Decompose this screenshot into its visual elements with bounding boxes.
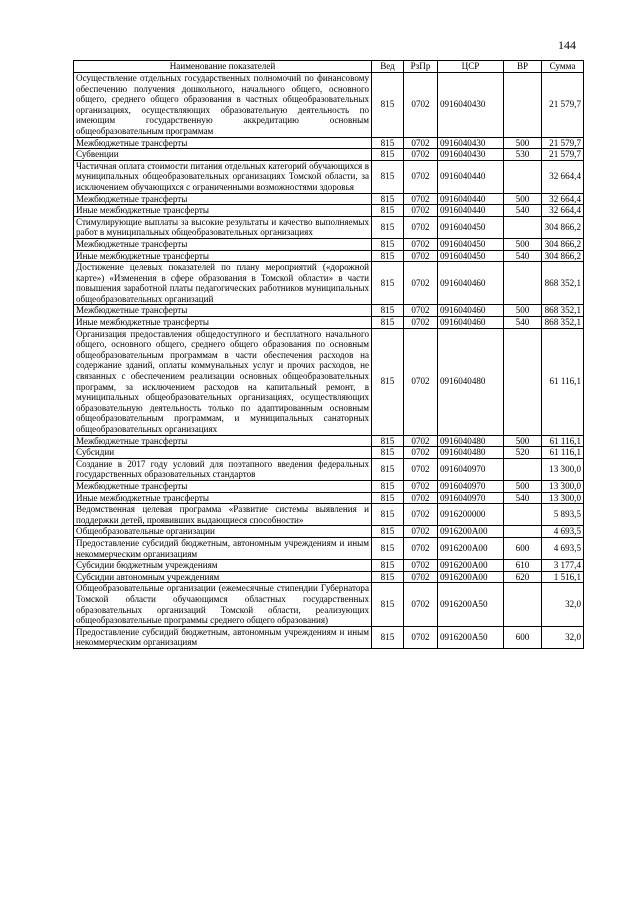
row-sum: 32 664,4 [542,160,584,193]
row-ved: 815 [372,73,404,138]
row-csr: 0916040440 [438,160,504,193]
row-rzpr: 0702 [404,504,438,526]
table-row [74,216,584,238]
row-ved: 815 [372,238,404,250]
row-csr: 0916200A00 [438,560,504,572]
row-rzpr: 0702 [404,626,438,648]
row-name: Субсидии автономным учреждениям [74,571,372,583]
row-csr: 0916040460 [438,317,504,329]
row-sum: 1 516,1 [542,571,584,583]
row-sum: 13 300,0 [542,480,584,492]
row-vr [504,458,542,480]
row-name: Организация предоставления общедоступного и бесплатного начального общего, основного общего, среднего общего образования по основным общеобразовательным программам в части обеспечения расходов на содержание зданий, оплаты коммунальных услуг и прочих расходов, не связанных с обеспечением реализации основных общеобразовательных программ, за исключением расходов на капитальный ремонт, в муниципальных общеобразовательных организациях, осуществляющих образовательную деятельность только по адаптированным основным общеобразовательным программам, и муниципальных санаторных общеобразовательных организациях [74,328,372,435]
row-name: Межбюджетные трансферты [74,137,372,149]
row-vr: 500 [504,305,542,317]
row-sum: 61 116,1 [542,435,584,447]
row-name: Субсидии [74,447,372,459]
row-ved: 815 [372,262,404,305]
row-vr [504,504,542,526]
header-ved: Вед [372,61,404,73]
page-number: 144 [558,38,576,52]
row-sum: 304 866,2 [542,238,584,250]
row-csr: 0916040450 [438,216,504,238]
row-rzpr: 0702 [404,205,438,217]
row-csr: 0916200A50 [438,583,504,626]
row-sum: 4 693,5 [542,537,584,559]
row-rzpr: 0702 [404,537,438,559]
row-csr: 0916040440 [438,193,504,205]
row-name: Ведомственная целевая программа «Развитие системы выявления и поддержки детей, проявивших выдающиеся способности» [74,504,372,526]
row-vr: 620 [504,571,542,583]
row-vr: 600 [504,626,542,648]
row-rzpr: 0702 [404,216,438,238]
row-name: Субвенции [74,149,372,161]
row-name: Стимулирующие выплаты за высокие результаты и качество выполняемых работ в муниципальных общеобразовательных организациях [74,216,372,238]
row-csr: 0916040430 [438,73,504,138]
table-row [74,238,584,250]
row-csr: 0916040430 [438,149,504,161]
row-name: Межбюджетные трансферты [74,480,372,492]
row-ved: 815 [372,250,404,262]
row-ved: 815 [372,537,404,559]
row-sum: 21 579,7 [542,137,584,149]
row-vr: 500 [504,137,542,149]
row-name: Общеобразовательные организации [74,526,372,538]
row-csr: 0916040480 [438,447,504,459]
row-ved: 815 [372,160,404,193]
row-ved: 815 [372,571,404,583]
row-sum: 61 116,1 [542,328,584,435]
row-ved: 815 [372,447,404,459]
row-name: Частичная оплата стоимости питания отдельных категорий обучающихся в муниципальных общеобразовательных организациях Томской области, за исключением обучающихся с ограниченными возможностями здоровья [74,160,372,193]
row-ved: 815 [372,492,404,504]
row-vr [504,262,542,305]
table-row [74,626,584,648]
table-row [74,504,584,526]
row-csr: 0916040970 [438,458,504,480]
row-name: Осуществление отдельных государственных полномочий по финансовому обеспечению получения дошкольного, начального общего, основного общего, среднего общего образования в частных общеобразовательных организациях, осуществляющих образовательную деятельность по имеющим государственную аккредитацию основным общеобразовательным программам [74,73,372,138]
table-header-row [74,61,584,73]
row-rzpr: 0702 [404,305,438,317]
row-csr: 0916200A00 [438,537,504,559]
row-csr: 0916200A00 [438,526,504,538]
row-rzpr: 0702 [404,317,438,329]
row-ved: 815 [372,149,404,161]
row-name: Межбюджетные трансферты [74,193,372,205]
row-sum: 868 352,1 [542,305,584,317]
table-row [74,137,584,149]
row-sum: 32,0 [542,583,584,626]
row-sum: 304 866,2 [542,216,584,238]
row-sum: 32 664,4 [542,193,584,205]
row-csr: 0916040450 [438,238,504,250]
header-rzpr: РзПр [404,61,438,73]
table-row [74,447,584,459]
header-name: Наименование показателей [74,61,372,73]
table-row [74,317,584,329]
row-ved: 815 [372,504,404,526]
row-name: Создание в 2017 году условий для поэтапного введения федеральных государственных образовательных стандартов [74,458,372,480]
row-name: Иные межбюджетные трансферты [74,250,372,262]
row-rzpr: 0702 [404,435,438,447]
row-rzpr: 0702 [404,328,438,435]
row-csr: 0916040450 [438,250,504,262]
table-row [74,205,584,217]
row-csr: 0916040480 [438,328,504,435]
table-row [74,328,584,435]
row-vr [504,216,542,238]
row-sum: 32,0 [542,626,584,648]
row-vr: 500 [504,238,542,250]
row-rzpr: 0702 [404,560,438,572]
row-ved: 815 [372,137,404,149]
row-vr [504,328,542,435]
row-sum: 13 300,0 [542,492,584,504]
row-rzpr: 0702 [404,250,438,262]
row-sum: 13 300,0 [542,458,584,480]
table-row [74,583,584,626]
row-ved: 815 [372,317,404,329]
row-csr: 0916040970 [438,492,504,504]
row-rzpr: 0702 [404,193,438,205]
table-row [74,435,584,447]
row-rzpr: 0702 [404,238,438,250]
row-rzpr: 0702 [404,583,438,626]
row-csr: 0916040460 [438,262,504,305]
row-vr: 500 [504,435,542,447]
row-rzpr: 0702 [404,526,438,538]
row-sum: 868 352,1 [542,262,584,305]
row-rzpr: 0702 [404,73,438,138]
header-vr: ВР [504,61,542,73]
row-sum: 3 177,4 [542,560,584,572]
header-csr: ЦСР [438,61,504,73]
row-ved: 815 [372,205,404,217]
table-row [74,73,584,138]
row-csr: 0916200A50 [438,626,504,648]
row-rzpr: 0702 [404,447,438,459]
row-ved: 815 [372,328,404,435]
row-vr: 540 [504,250,542,262]
table-row [74,480,584,492]
row-vr: 530 [504,149,542,161]
row-vr: 540 [504,205,542,217]
table-row [74,458,584,480]
row-vr: 500 [504,193,542,205]
row-csr: 0916040460 [438,305,504,317]
row-vr: 600 [504,537,542,559]
row-ved: 815 [372,435,404,447]
row-rzpr: 0702 [404,492,438,504]
row-vr: 500 [504,480,542,492]
header-sum: Сумма [542,61,584,73]
table-row [74,149,584,161]
row-ved: 815 [372,305,404,317]
row-sum: 21 579,7 [542,73,584,138]
row-csr: 0916040970 [438,480,504,492]
row-name: Достижение целевых показателей по плану мероприятий («дорожной карте») «Изменения в сфере образования в Томской области» в части повышения заработной платы педагогических работников муниципальных общеобразовательных организаций [74,262,372,305]
table-body [74,73,584,649]
row-name: Предоставление субсидий бюджетным, автономным учреждениям и иным некоммерческим организациям [74,626,372,648]
table-row [74,250,584,262]
row-sum: 5 893,5 [542,504,584,526]
row-ved: 815 [372,193,404,205]
row-ved: 815 [372,560,404,572]
row-csr: 0916040440 [438,205,504,217]
row-sum: 32 664,4 [542,205,584,217]
row-ved: 815 [372,480,404,492]
row-ved: 815 [372,458,404,480]
table-row [74,571,584,583]
table-row [74,193,584,205]
row-ved: 815 [372,216,404,238]
row-vr: 540 [504,317,542,329]
row-name: Иные межбюджетные трансферты [74,205,372,217]
table-row [74,160,584,193]
row-name: Иные межбюджетные трансферты [74,492,372,504]
row-name: Предоставление субсидий бюджетным, автономным учреждениям и иным некоммерческим организациям [74,537,372,559]
row-rzpr: 0702 [404,160,438,193]
row-ved: 815 [372,583,404,626]
row-vr [504,526,542,538]
row-sum: 21 579,7 [542,149,584,161]
row-vr [504,160,542,193]
row-rzpr: 0702 [404,149,438,161]
row-ved: 815 [372,526,404,538]
row-ved: 815 [372,626,404,648]
row-rzpr: 0702 [404,480,438,492]
row-name: Межбюджетные трансферты [74,238,372,250]
row-csr: 0916040430 [438,137,504,149]
row-vr [504,73,542,138]
row-vr: 610 [504,560,542,572]
row-csr: 0916040480 [438,435,504,447]
row-rzpr: 0702 [404,137,438,149]
row-sum: 61 116,1 [542,447,584,459]
row-vr [504,583,542,626]
row-name: Общеобразовательные организации (ежемесячные стипендии Губернатора Томской области обучающимся областных государственных образовательных организаций Томской области, реализующих общеобразовательные программы среднего общего образования) [74,583,372,626]
budget-table [73,60,584,649]
table-row [74,560,584,572]
row-name: Субсидии бюджетным учреждениям [74,560,372,572]
table-row [74,305,584,317]
row-rzpr: 0702 [404,571,438,583]
row-rzpr: 0702 [404,458,438,480]
table-row [74,537,584,559]
row-name: Иные межбюджетные трансферты [74,317,372,329]
row-sum: 868 352,1 [542,317,584,329]
row-sum: 304 866,2 [542,250,584,262]
row-csr: 0916200A00 [438,571,504,583]
row-name: Межбюджетные трансферты [74,305,372,317]
row-name: Межбюджетные трансферты [74,435,372,447]
row-sum: 4 693,5 [542,526,584,538]
row-vr: 540 [504,492,542,504]
row-csr: 0916200000 [438,504,504,526]
table-row [74,526,584,538]
row-vr: 520 [504,447,542,459]
row-rzpr: 0702 [404,262,438,305]
table-row [74,262,584,305]
table-row [74,492,584,504]
